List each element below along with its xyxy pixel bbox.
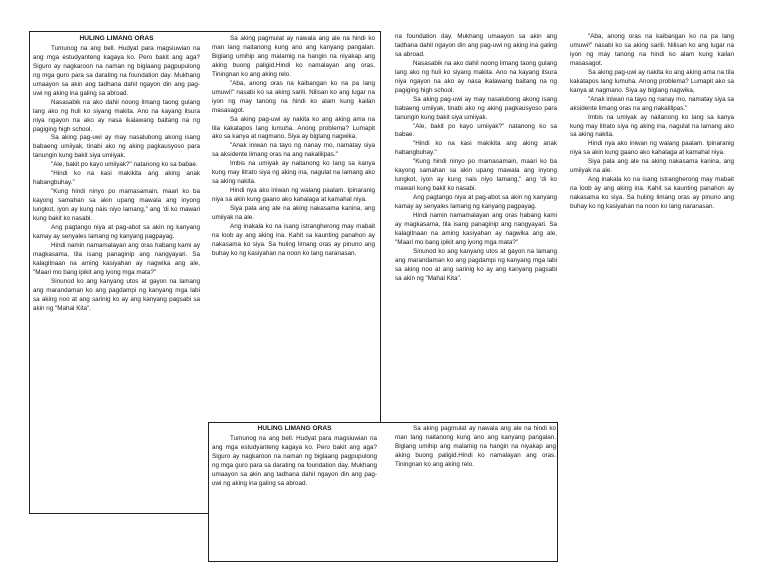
paragraph-continued: na foundation day. Mukhang umaayon sa akin ang tadhana dahil ngayon din ang pag-uwi ng aking ina galing sa abroad.	[395, 33, 557, 58]
paragraph: "Hindi ko na kasi makikita ang aking anak habangbuhay."	[395, 140, 557, 157]
paragraph: "Kung hindi ninyo po mamasamain, maari ko ba kayong samahan sa akin upang mawala ang inyong lungkot, iyon ay kung nais niyo lamang," ang 'di ko mawari kung bakit ko nasabi.	[395, 158, 557, 193]
column-3	[395, 33, 557, 284]
paragraph: Hindi nya ako iniwan ng walang paalam. Ipinaranig niya sa akin kung gaano ako kahalaga at kamahal niya.	[570, 140, 734, 157]
paragraph: Imbis na umiyak ay naitanong ko lang sa kanya kung may litrato siya ng aking ina, nagulat na lamang ako sa aking nakita.	[212, 160, 375, 186]
paragraph: "Hindi ko na kasi makikita ang aking anak habangbuhay."	[33, 170, 200, 187]
paragraph: Hindi namin namamalayan ang oras habang kami ay magkasama, tila isang panaginip ang nangyayari. Sa kalagitnaan na aming kasiyahan ay nagwika ang ale, "Maari mo bang ipikit ang iyong mga mata?"	[395, 212, 557, 246]
paragraph: Siya pala ang ale na aking nakasama kanina, ang umiiyak na ale.	[570, 158, 734, 175]
story-title: HULING LIMANG ORAS	[79, 35, 154, 42]
paragraph: "Kung hindi ninyo po mamasamain, maari ko ba kayong samahan sa akin upang mawala ang inyong lungkot, iyon ay kung nais niyo lamang," ang 'di ko mawari kung bakit ko nasabi.	[33, 188, 200, 223]
paragraph: "Anak iniwan na tayo ng nanay mo, namatay siya sa aksidente limang oras na ang nakalilipas."	[212, 142, 375, 159]
paragraph: Sa aking pag-uwi ay may nasalubong akong isang babaeng umiiyak, tinabi ako ng aking pagkausyoso para tanungin kung bakit siya umiiyak.	[33, 134, 200, 160]
paragraph: Sa aking pag-uwi ay nakita ko ang aking ama na tila kakatapos lang lumuha. Anong problema? Lumapit ako sa kanya at nagmano. Siya ay biglang nagwika,	[212, 115, 375, 141]
paragraph: Ang pagtango niya at pag-abot sa akin ng kanyang kamay ay senyales lamang ng kanyang pagpayag.	[33, 224, 200, 240]
paragraph: Tumunog na ang bell. Hudyat para magsiuwian na ang mga estudyanteng kagaya ko. Pero bakit ang aga? Siguro ay nagkaroon na naman ng biglaang pagpupulong ng mga guro para sa darating na foundation day. Mukhang umaayon sa akin ang tadhana dahil ngayon din ang pag-uwi ng aking ina galing sa abroad.	[33, 44, 200, 97]
paragraph: "Aba, anong oras na kaibangan ko na pa lang umuwi!" nasabi ko sa aking sarili. Nilisan ko ang lugar na iyon ng may tanong na hindi ko alam kung kailan masasagot.	[212, 79, 375, 114]
paragraph: Hindi namin namamalayan ang oras habang kami ay magkasama, tila isang panaginip ang nangyayari. Sa kalagitnaan na aming kasiyahan ay nagwika ang ale, "Maari mo bang ipikit ang iyong mga mata?"	[33, 241, 200, 276]
paragraph: "Aba, anong oras na kaibangan ko na pa lang umuwi!" nasabi ko sa aking sarili. Nilisan ko ang lugar na iyon ng may tanong na hindi ko alam kung kailan masasagot.	[570, 33, 734, 67]
paragraph: Imbis na umiyak ay naitanong ko lang sa kanya kung may litrato siya ng aking ina, nagulat na lamang ako sa aking nakita.	[570, 113, 734, 139]
bottom-column-1	[212, 425, 377, 489]
paragraph: Ang inakala ko na isang istrangherong may mabait na loob ay ang aking ina. Kahit sa kaunting panahon ay nakasama ko siya. Sa huling limang oras ay pinuno ang buhay ko ng kasiyahan na noon ko lang naranasan.	[212, 223, 375, 257]
paragraph: "Anak iniwan na tayo ng nanay mo, namatay siya sa aksidente limang oras na ang nakalilipas."	[570, 95, 734, 112]
paragraph: Sa aking pagmulat ay nawala ang ale na hindi ko man lang naitanong kung ano ang kanyang pangalan. Biglang umihip ang malamig na hangin na niyakap ang aking buong paligid.Hindi ko namalayan ang oras. Tiningnan ko ang aking relo.	[395, 425, 556, 468]
paragraph: Sinunod ko ang kanyang utos at gayon na lamang ang marandaman ko ang pagdampi ng kanyang mga labi sa aking noo at ang sarinig ko ay ang kanyang pagsabi sa akin ng "Mahal Kita".	[395, 247, 557, 282]
paragraph: "Ale, bakit po kayo umiiyak?" natanong ko sa babae.	[395, 122, 557, 139]
paragraph: Sa aking pag-uwi ay nakita ko ang aking ama na tila kakatapos lang lumuha. Anong problema? Lumapit ako sa kanya at nagmano. Siya ay biglang nagwika,	[570, 68, 734, 94]
paragraph: Nasasabik na ako dahil noong limang taong gulang lang ako ng huli ko siyang makita. Ano na kayang itsura niya ngayon na ako ay nasa ikalawang baitang na ng pagiging high school.	[33, 98, 200, 133]
paragraph: Tumunog na ang bell. Hudyat para magsiuwian na ang mga estudyanteng kagaya ko. Pero bakit ang aga? Siguro ay nagkaroon na naman ng biglaang pagpupulong ng mga guro para sa darating na foundation day. Mukhang umaayon sa akin ang tadhana dahil ngayon din ang pag-uwi ng aking ina galing sa abroad.	[212, 434, 377, 487]
paragraph: Sa aking pagmulat ay nawala ang ale na hindi ko man lang naitanong kung ano ang kanyang pangalan. Biglang umihip ang malamig na hangin na niyakap ang aking buong paligid.Hindi ko namalayan ang oras. Tiningnan ko ang aking relo.	[212, 35, 375, 78]
paragraph: Sinunod ko ang kanyang utos at gayon na lamang ang marandaman ko ang pagdampi ng kanyang mga labi sa aking noo at ang sarinig ko ay ang kanyang pagsabi sa akin ng "Mahal Kita".	[33, 277, 200, 312]
paragraph: Sa aking pag-uwi ay may nasalubong akong isang babaeng umiiyak, tinabi ako ng aking pagkausyoso para tanungin kung bakit siya umiiyak.	[395, 95, 557, 121]
paragraph: Nasasabik na ako dahil noong limang taong gulang lang ako ng huli ko siyang makita. Ano na kayang itsura niya ngayon na ako ay nasa ikalawang baitang na ng pagiging high school.	[395, 59, 557, 94]
story-title: HULING LIMANG ORAS	[257, 425, 332, 432]
paragraph: Hindi nya ako iniwan ng walang paalam. Ipinaranig niya sa akin kung gaano ako kahalaga at kamahal niya.	[212, 187, 375, 204]
paragraph: "Ale, bakit po kayo umiiyak?" natanong ko sa babae.	[51, 161, 198, 169]
bottom-column-2	[395, 425, 556, 470]
paragraph: Ang pagtango niya at pag-abot sa akin ng kanyang kamay ay senyales lamang ng kanyang pagpayag.	[395, 194, 557, 211]
paragraph: Siya pala ang ale na aking nakasama kanina, ang umiiyak na ale.	[212, 205, 375, 222]
column-4	[570, 33, 734, 212]
paragraph: Ang inakala ko na isang istrangherong may mabait na loob ay ang aking ina. Kahit sa kaunting panahon ay nakasama ko siya. Sa huling limang oras ay pinuno ang buhay ko ng kasiyahan na noon ko lang naranasan.	[570, 176, 734, 211]
